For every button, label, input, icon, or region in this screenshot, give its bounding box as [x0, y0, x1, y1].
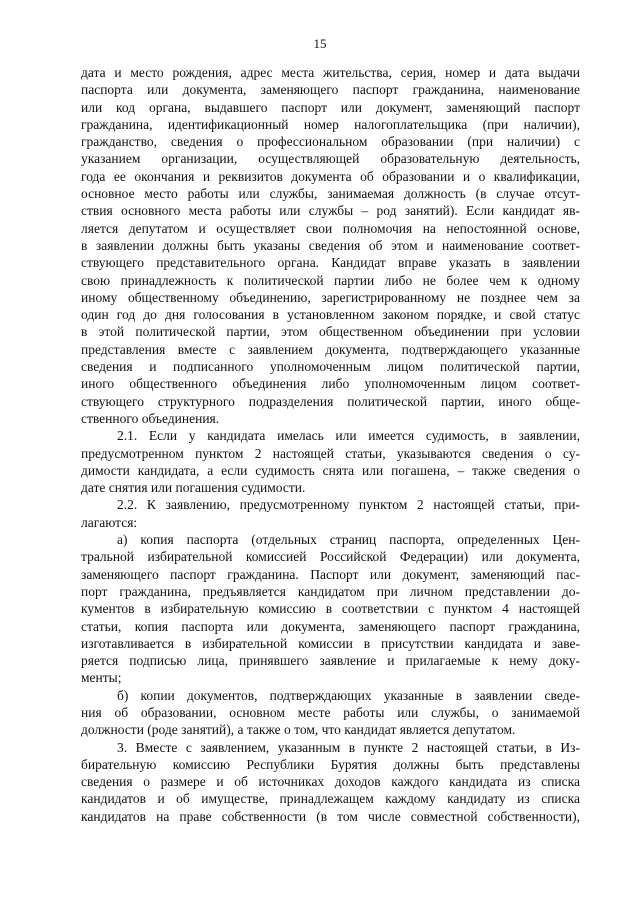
- text-line: кандидатов и об имуществе, принадлежащем каждому кандидату из списка: [81, 791, 580, 807]
- text-line: свою принадлежность к политической партии либо не более чем к одному: [81, 272, 580, 288]
- text-line: гражданина, идентификационный номер налогоплательщика (при наличии),: [81, 116, 580, 132]
- text-line: менты;: [81, 670, 122, 686]
- text-line: года ее окончания и реквизитов документа об образовании и о квалификации,: [81, 168, 580, 184]
- text-line: 2.1. Если у кандидата имелась или имеется судимость, в заявлении,: [117, 428, 580, 444]
- text-line: статьи, копия паспорта или документа, заменяющего паспорт гражданина,: [81, 618, 580, 634]
- text-line: лагаются:: [81, 514, 138, 530]
- text-line: кументов в избирательную комиссию в соответствии с пунктом 4 настоящей: [81, 601, 580, 617]
- text-line: предусмотренном пунктом 2 настоящей статьи, указываются сведения о су-: [81, 445, 580, 461]
- text-line: бирательную комиссию Республики Бурятия должны быть представлены: [81, 756, 580, 772]
- text-line: б) копии документов, подтверждающих указанные в заявлении сведе-: [117, 687, 580, 703]
- text-line: сведения о размере и об источниках доходов каждого кандидата из списка: [81, 774, 580, 790]
- text-line: ряется подписью лица, принявшего заявление и прилагаемые к нему доку-: [81, 653, 580, 669]
- text-line: заменяющего паспорт гражданина. Паспорт или документ, заменяющий пас-: [81, 566, 580, 582]
- text-line: дата и место рождения, адрес места жительства, серия, номер и дата выдачи: [81, 65, 580, 80]
- text-line: порт гражданина, предъявляется кандидатом при личном представлении до-: [81, 583, 580, 599]
- text-line: паспорта или документа, заменяющего паспорт гражданина, наименование: [81, 82, 580, 98]
- text-line: гражданство, сведения о профессиональном образовании (при наличии) с: [81, 134, 580, 150]
- text-line: сведения и подписанного уполномоченным лицом политической партии,: [81, 359, 580, 375]
- text-line: ствующего структурного подразделения политической партии, иного обще-: [81, 393, 580, 409]
- text-line: а) копия паспорта (отдельных страниц паспорта, определенных Цен-: [117, 532, 580, 548]
- text-line: дате снятия или погашения судимости.: [81, 480, 306, 496]
- text-line: должности (роде занятий), а также о том, что кандидат является депутатом.: [81, 722, 516, 738]
- text-line: в этой политической партии, этом общественном объединении при условии: [81, 324, 580, 340]
- text-line: иному общественному объединению, зарегистрированному не позднее чем за: [81, 289, 580, 305]
- text-line: иного общественного объединения либо уполномоченным лицом соответ-: [81, 376, 580, 392]
- text-line: ляется депутатом и осуществляет свои полномочия на непостоянной основе,: [81, 220, 580, 236]
- text-line: основное место работы или службы, занимаемая должность (в случае отсут-: [81, 186, 580, 202]
- text-line: изготавливается в избирательной комиссии в присутствии кандидата и заве-: [81, 635, 580, 651]
- text-line: ственного объединения.: [81, 410, 220, 426]
- text-line: димости кандидата, а если судимость снята или погашена, – также сведения о: [81, 462, 580, 478]
- text-line: ствия основного места работы или службы – род занятий). Если кандидат яв-: [81, 203, 580, 219]
- text-line: ния об образовании, основном месте работы или службы, о занимаемой: [81, 704, 580, 720]
- text-line: указанием организации, осуществляющей образовательную деятельность,: [81, 151, 580, 167]
- text-line: 3. Вместе с заявлением, указанным в пункте 2 настоящей статьи, в Из-: [117, 739, 580, 755]
- text-line: кандидатов на праве собственности (в том числе совместной собственности),: [81, 808, 580, 824]
- page-number: 15: [313, 36, 327, 51]
- text-line: представления вместе с заявлением документа, подтверждающего указанные: [81, 341, 580, 357]
- text-line: или код органа, выдавшего паспорт или документ, заменяющий паспорт: [81, 99, 580, 115]
- document-body: [81, 64, 580, 825]
- text-line: один год до дня голосования в установленном законом порядке, и свой статус: [81, 307, 580, 323]
- text-line: тральной избирательной комиссией Российской Федерации) или документа,: [81, 549, 580, 565]
- text-line: в заявлении должны быть указаны сведения об этом и наименование соответ-: [81, 237, 580, 253]
- text-line: 2.2. К заявлению, предусмотренному пунктом 2 настоящей статьи, при-: [117, 497, 580, 513]
- text-line: ствующего представительного органа. Кандидат вправе указать в заявлении: [81, 255, 580, 271]
